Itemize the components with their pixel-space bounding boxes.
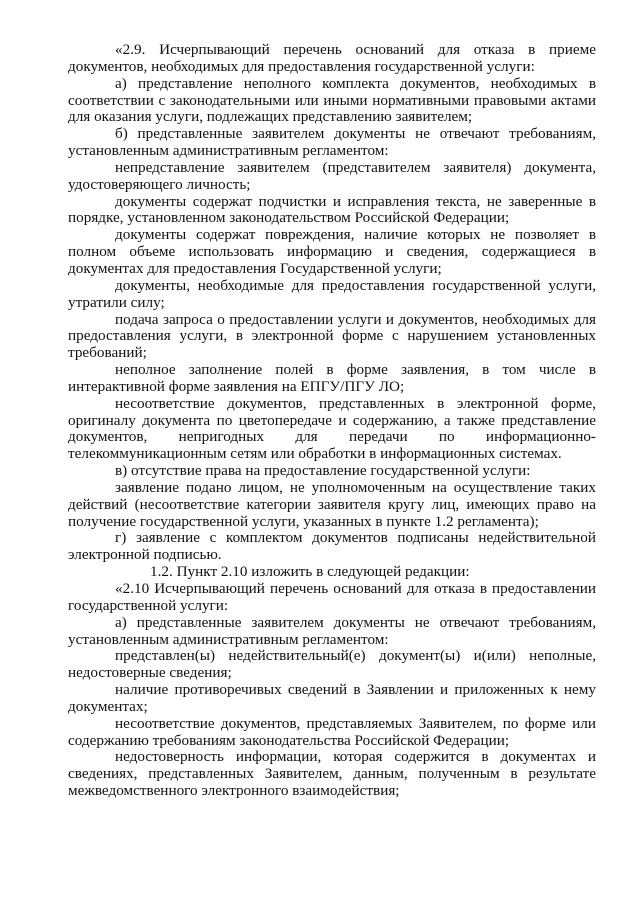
paragraph-form-content-mismatch: несоответствие документов, представляемых Заявителем, по форме или содержанию требованиям законодательства Российской Федерации; bbox=[68, 714, 596, 749]
paragraph-item-v-no-right: в) отсутствие права на предоставление государственной услуги: bbox=[115, 462, 531, 480]
paragraph-erasures-corrections: документы содержат подчистки и исправления текста, не заверенные в порядке, установленном законодательством Российской Федерации; bbox=[68, 192, 596, 227]
paragraph-2-10-heading: «2.10 Исчерпывающий перечень оснований для отказа в предоставлении государственной услуги: bbox=[68, 580, 596, 614]
paragraph-2-9-heading: «2.9. Исчерпывающий перечень оснований для отказа в приеме документов, необходимых для предоставления государственной услуги: bbox=[68, 41, 596, 75]
paragraph-incomplete-form-fields: неполное заполнение полей в форме заявления, в том числе в интерактивной форме заявления на ЕПГУ/ПГУ ЛО; bbox=[68, 361, 596, 395]
paragraph-no-identity-document: непредставление заявителем (представителем заявителя) документа, удостоверяющего личность; bbox=[68, 158, 596, 193]
paragraph-item-b-requirements: б) представленные заявителем документы не отвечают требованиям, установленным административным регламентом: bbox=[68, 125, 596, 160]
paragraph-unauthorized-applicant: заявление подано лицом, не уполномоченным на осуществление таких действий (несоответствие категории заявителя кругу лиц, имеющих право на получение государственной услуги, указанных в пункте 1.2 регламента); bbox=[68, 478, 596, 530]
paragraph-contradictory-information: наличие противоречивых сведений в Заявлении и приложенных к нему документах; bbox=[68, 681, 596, 715]
paragraph-1-2-amendment: 1.2. Пункт 2.10 изложить в следующей редакции: bbox=[150, 563, 470, 581]
paragraph-electronic-documents-mismatch: несоответствие документов, представленных в электронной форме, оригиналу документа по цветопередаче и содержанию, а также представление документов, непригодных для передачи по информационно-телекоммуникационным сетям или обработки в информационных системах. bbox=[68, 394, 596, 463]
paragraph-electronic-request-violation: подача запроса о предоставлении услуги и документов, необходимых для предоставления услуги, в электронной форме с нарушением установленных требований; bbox=[68, 310, 596, 362]
paragraph-item-g-invalid-signature: г) заявление с комплектом документов подписаны недействительной электронной подписью. bbox=[68, 529, 596, 564]
paragraph-item-a-incomplete-documents: а) представление неполного комплекта документов, необходимых в соответствии с законодательными или иными нормативными правовыми актами для оказания услуги, подлежащих представлению заявителем; bbox=[68, 74, 596, 126]
paragraph-expired-documents: документы, необходимые для предоставления государственной услуги, утратили силу; bbox=[68, 276, 596, 311]
paragraph-unreliable-information: недостоверность информации, которая содержится в документах и сведениях, представленных Заявителем, данным, полученным в результате межведомственного электронного взаимодействия; bbox=[68, 748, 596, 800]
paragraph-2-10-item-a: а) представленные заявителем документы не отвечают требованиям, установленным административным регламентом: bbox=[68, 613, 596, 648]
paragraph-invalid-documents: представлен(ы) недействительный(е) документ(ы) и(или) неполные, недостоверные сведения; bbox=[68, 647, 596, 682]
paragraph-damaged-documents: документы содержат повреждения, наличие которых не позволяет в полном объеме использовать информацию и сведения, содержащиеся в документах для предоставления Государственной услуги; bbox=[68, 226, 596, 277]
document-page bbox=[68, 42, 596, 800]
